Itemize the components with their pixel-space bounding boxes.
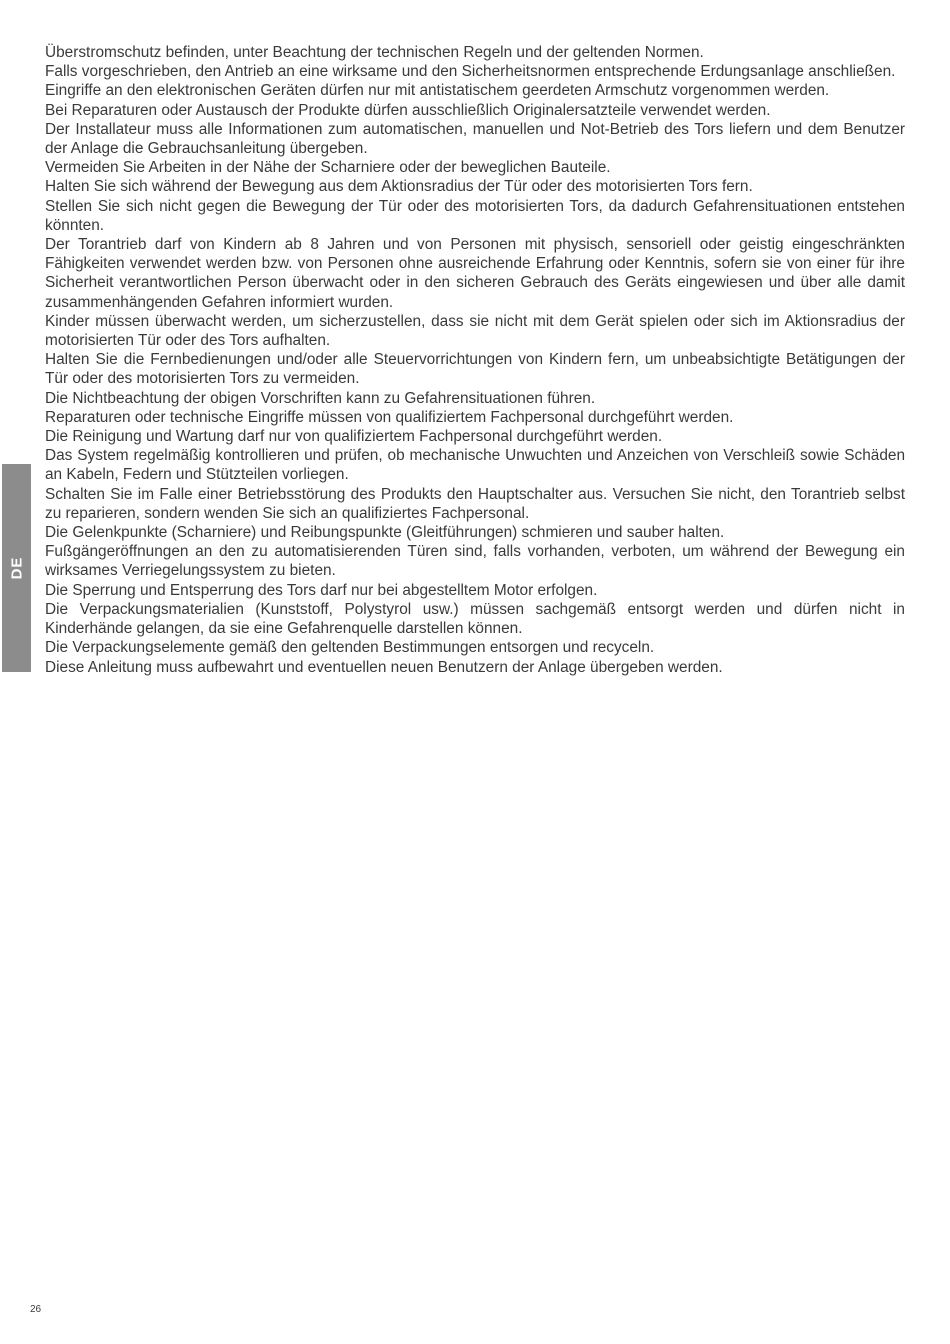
paragraph: Die Gelenkpunkte (Scharniere) und Reibungspunkte (Gleitführungen) schmieren und sauber halten. bbox=[45, 524, 725, 542]
language-tab bbox=[2, 464, 31, 672]
paragraph: Die Verpackungsmaterialien (Kunststoff, Polystyrol usw.) müssen sachgemäß entsorgt werden und dürfen nicht in Kinderhände gelangen, da sie eine Gefahrenquelle darstellen können. bbox=[45, 600, 905, 638]
language-tab-label: DE bbox=[8, 556, 25, 580]
paragraph: Die Reinigung und Wartung darf nur von qualifiziertem Fachpersonal durchgeführt werden. bbox=[45, 428, 663, 446]
paragraph: Der Torantrieb darf von Kindern ab 8 Jahren und von Personen mit physisch, sensoriell oder geistig eingeschränkten Fähigkeiten verwendet werden bzw. von Personen ohne ausreichende Erfahrung oder Kenntnis, sofern sie von einer für ihre Sicherheit verantwortlichen Person überwacht oder in den sicheren Gebrauch des Geräts eingewiesen und über alle damit zusammenhängenden Gefahren informiert wurden. bbox=[45, 236, 905, 311]
paragraph: Der Installateur muss alle Informationen zum automatischen, manuellen und Not-Betrieb des Tors liefern und dem Benutzer der Anlage die Gebrauchsanleitung übergeben. bbox=[45, 120, 905, 158]
paragraph: Halten Sie sich während der Bewegung aus dem Aktionsradius der Tür oder des motorisierten Tors fern. bbox=[45, 178, 753, 196]
paragraph: Reparaturen oder technische Eingriffe müssen von qualifiziertem Fachpersonal durchgeführt werden. bbox=[45, 408, 734, 426]
paragraph: Vermeiden Sie Arbeiten in der Nähe der Scharniere oder der beweglichen Bauteile. bbox=[45, 159, 611, 177]
paragraph: Eingriffe an den elektronischen Geräten dürfen nur mit antistatischem geerdeten Armschutz vorgenommen werden. bbox=[45, 82, 830, 100]
paragraph: Überstromschutz befinden, unter Beachtung der technischen Regeln und der geltenden Normen. bbox=[45, 44, 704, 61]
paragraph: Kinder müssen überwacht werden, um sicherzustellen, dass sie nicht mit dem Gerät spielen oder sich im Aktionsradius der motorisierten Tür oder des Tors aufhalten. bbox=[45, 312, 905, 350]
paragraph: Das System regelmäßig kontrollieren und prüfen, ob mechanische Unwuchten und Anzeichen von Verschleiß sowie Schäden an Kabeln, Federn und Stützteilen vorliegen. bbox=[45, 447, 905, 484]
paragraph: Die Verpackungselemente gemäß den geltenden Bestimmungen entsorgen und recyceln. bbox=[45, 639, 655, 657]
paragraph: Schalten Sie im Falle einer Betriebsstörung des Produkts den Hauptschalter aus. Versuchen Sie nicht, den Torantrieb selbst zu reparieren, sondern wenden Sie sich an qualifiziertes Fachpersonal. bbox=[45, 485, 905, 522]
paragraph: Halten Sie die Fernbedienungen und/oder alle Steuervorrichtungen von Kindern fern, um unbeabsichtigte Betätigungen der Tür oder des motorisierten Tors zu vermeiden. bbox=[45, 351, 905, 388]
paragraph: Fußgängeröffnungen an den zu automatisierenden Türen sind, falls vorhanden, verboten, um während der Bewegung ein wirksames Verriegelungssystem zu bieten. bbox=[45, 543, 905, 580]
paragraph: Die Sperrung und Entsperrung des Tors darf nur bei abgestelltem Motor erfolgen. bbox=[45, 581, 598, 599]
paragraph: Stellen Sie sich nicht gegen die Bewegung der Tür oder des motorisierten Tors, da dadurch Gefahrensituationen entstehen könnten. bbox=[45, 197, 905, 234]
paragraph: Falls vorgeschrieben, den Antrieb an eine wirksame und den Sicherheitsnormen entsprechende Erdungsanlage anschließen. bbox=[45, 63, 896, 81]
paragraph: Diese Anleitung muss aufbewahrt und eventuellen neuen Benutzern der Anlage übergeben werden. bbox=[45, 658, 723, 676]
paragraph: Die Nichtbeachtung der obigen Vorschriften kann zu Gefahrensituationen führen. bbox=[45, 389, 596, 407]
safety-instructions-text bbox=[45, 43, 905, 677]
paragraph: Bei Reparaturen oder Austausch der Produkte dürfen ausschließlich Originalersatzteile verwendet werden. bbox=[45, 101, 771, 119]
page-number: 26 bbox=[30, 1304, 42, 1315]
